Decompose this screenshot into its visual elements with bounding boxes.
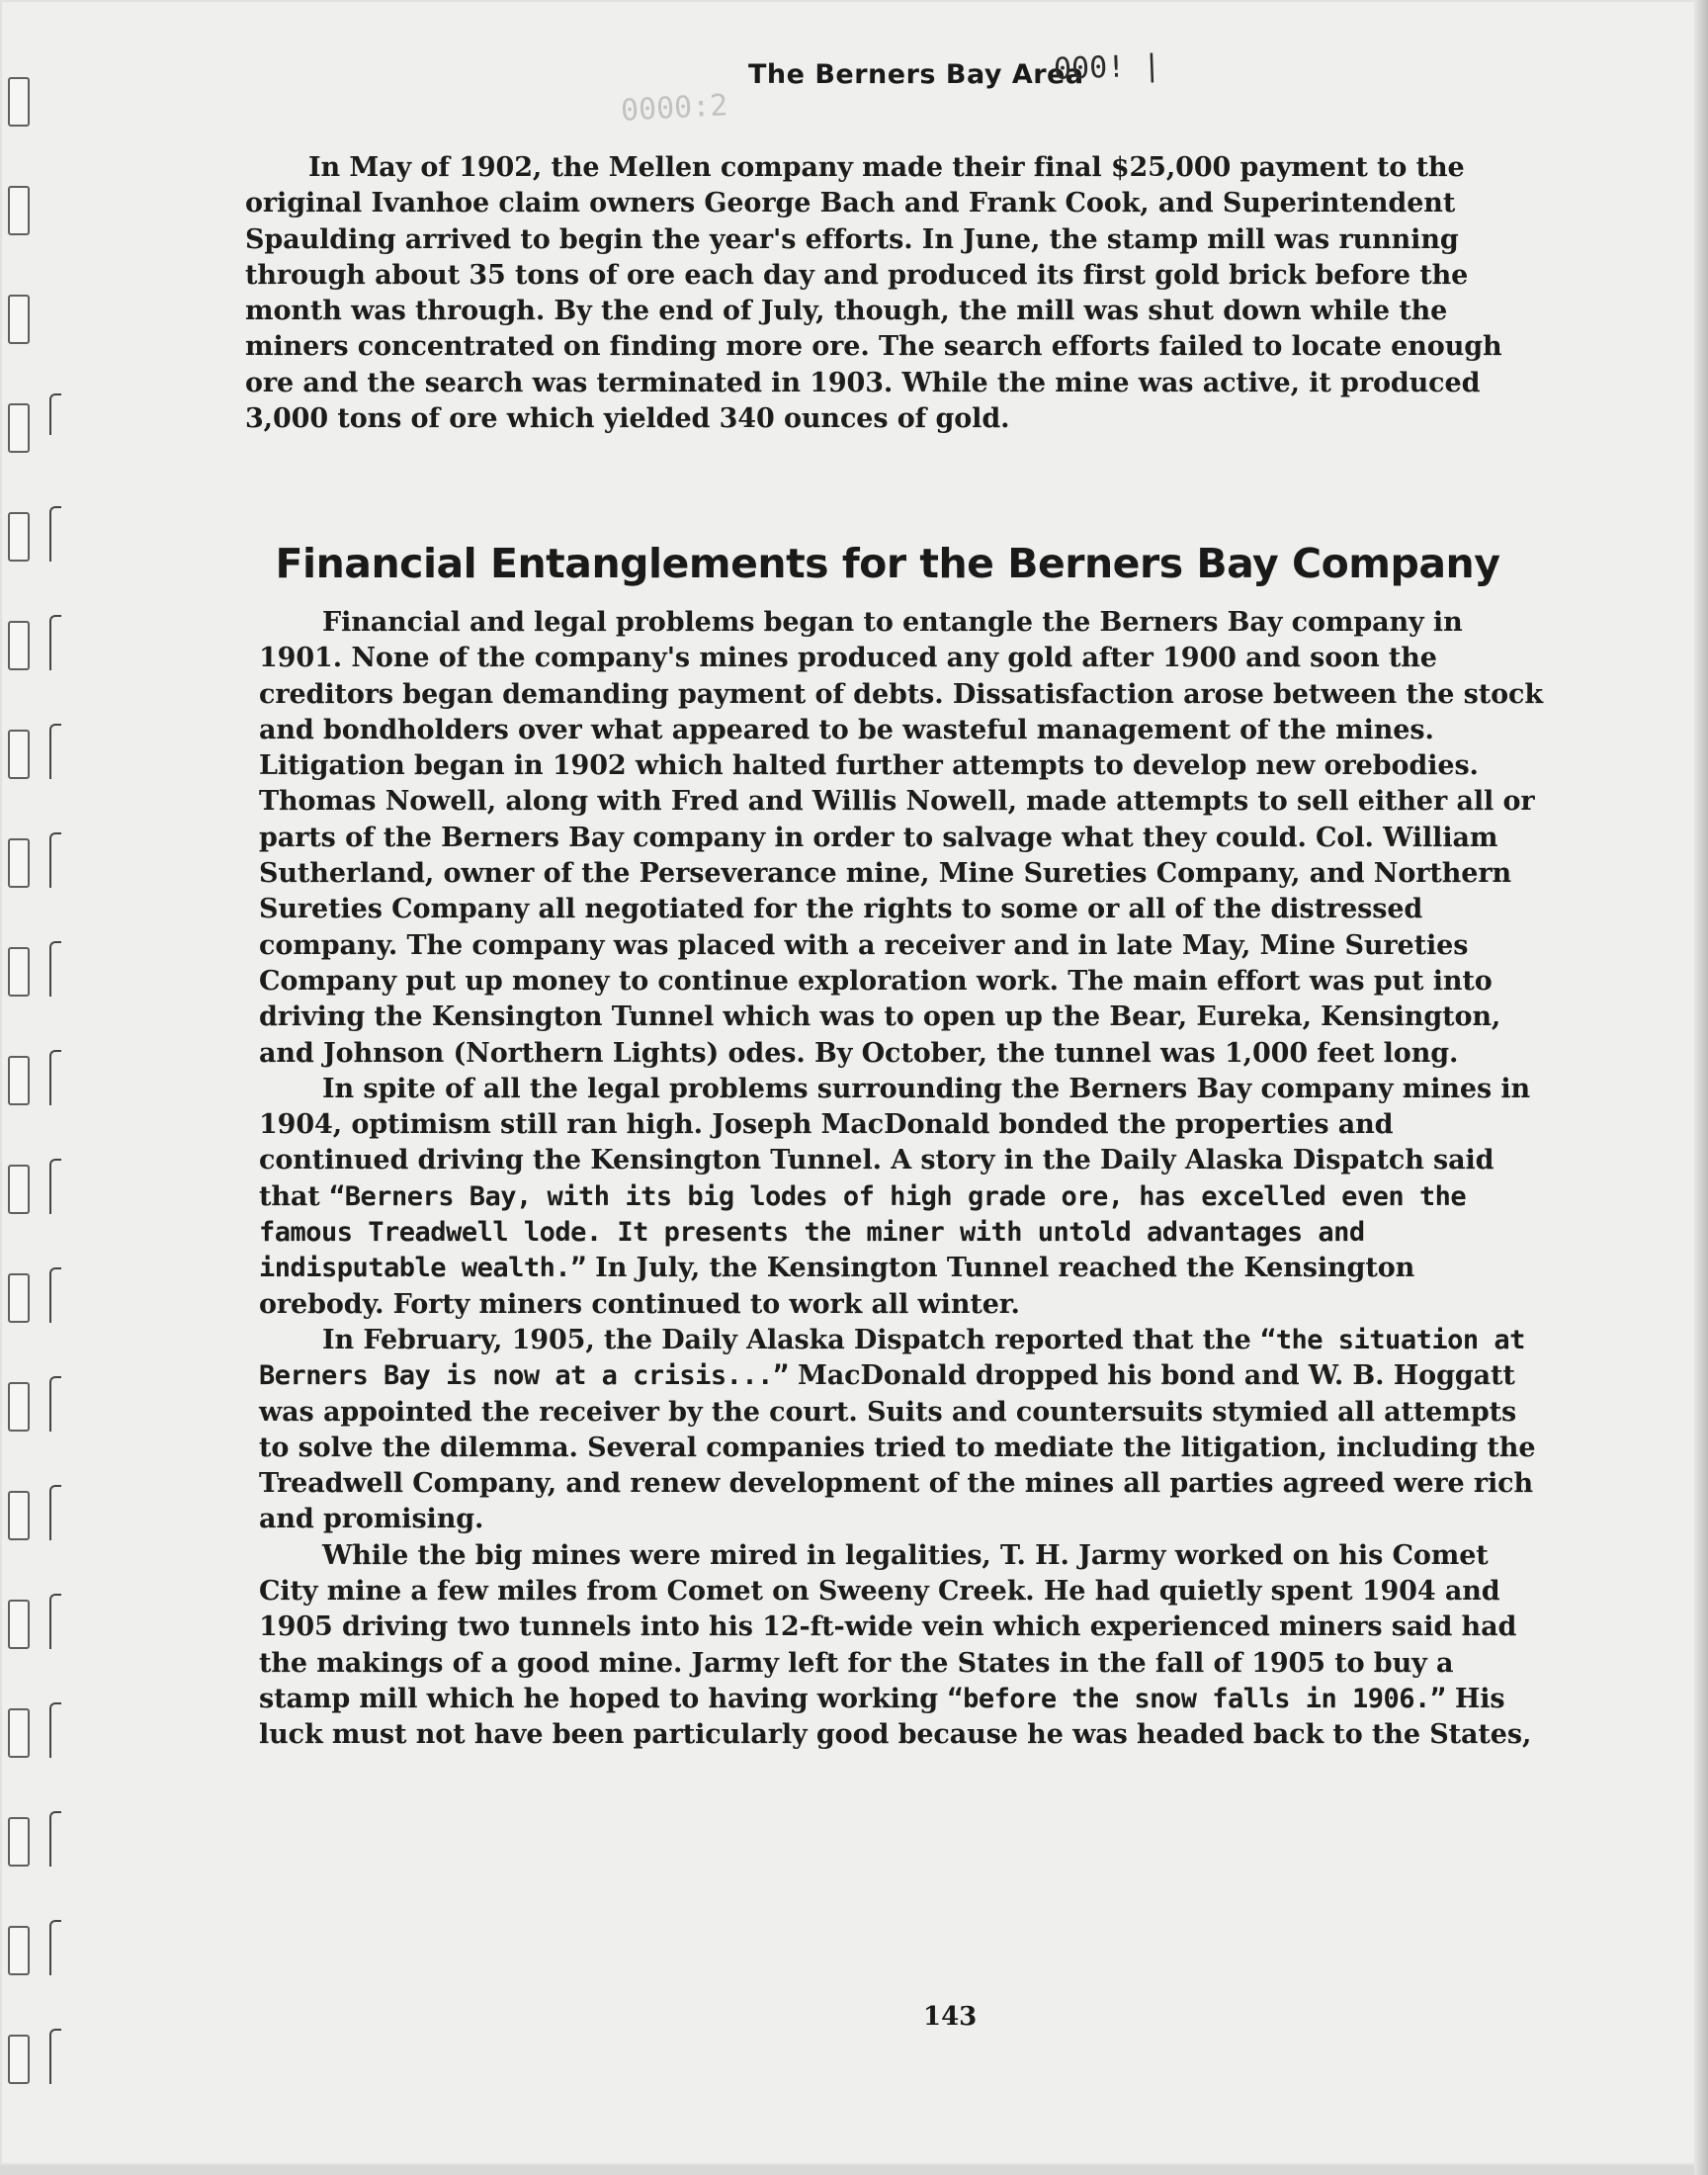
paragraph-3-continuation: MacDonald dropped his bond and W. B. Hoggatt was appointed the receiver by the court. Suits and countersuits stymied all attempts to solve the dilemma. Several companies tried to mediate the litigation, including the Treadwell Company, and renew development of the mines all parties agreed were rich and promising. [259,1360,1536,1535]
binding-hole [8,1056,30,1105]
ring-mark [49,1050,61,1105]
binding-hole [8,2035,30,2084]
ring-mark [49,1702,61,1758]
binding-hole [8,730,30,779]
paragraph-4 [259,1538,1544,1754]
ring-mark [49,393,61,435]
paragraph-3-text: In February, 1905, the Daily Alaska Dispatch reported that the [322,1324,1261,1355]
ring-mark [49,724,61,779]
ring-mark [49,1159,61,1214]
binding-hole [8,1600,30,1649]
binding-hole [8,947,30,997]
binding-hole [8,838,30,888]
snow-quote: “before the snow falls in 1906.” [947,1683,1446,1714]
ring-mark [49,1920,61,1975]
ring-mark [49,1376,61,1432]
intro-paragraph: In May of 1902, the Mellen company made their final $25,000 payment to the original Ivanhoe claim owners George Bach and Frank Cook, and Superintendent Spaulding arrived to begin the year's efforts. In June, the stamp mill was running through about 35 tons of ore each day and produced its first gold brick before the month was through. By the end of July, though, the mill was shut down while the miners concentrated on finding more ore. The search efforts failed to locate enough ore and the search was terminated in 1903. While the mine was active, it produced 3,000 tons of ore which yielded 340 ounces of gold. [245,152,1502,435]
crisis-quote: “the situation at Berners Bay is now at a crisis...” [259,1324,1525,1392]
ring-mark [49,506,61,562]
running-header: The Berners Bay Area [748,59,1084,90]
binding-hole [8,621,30,670]
ring-mark [49,832,61,888]
ring-mark [49,615,61,670]
ring-mark [49,941,61,997]
binding-hole [8,1926,30,1975]
ring-mark [49,2029,61,2084]
binding-hole [8,1817,30,1867]
intro-section [245,150,1530,437]
binding-hole [8,403,30,453]
paragraph-2 [259,1072,1544,1323]
section-heading: Financial Entanglements for the Berners Bay Company [275,540,1500,588]
paragraph-4-continuation: His luck must not have been particularly good because he was headed back to the States, [259,1683,1532,1751]
section-body [259,605,1544,1754]
binding-holes [8,69,97,2126]
binding-hole [8,512,30,562]
paragraph-2-text: In spite of all the legal problems surrounding the Berners Bay company mines in 1904, optimism still ran high. Joseph MacDonald bonded the properties and continued driving the Kensington Tunnel. A story in the Daily Alaska Dispatch said that [259,1073,1531,1212]
ring-mark [49,1267,61,1323]
binding-hole [8,1491,30,1540]
archive-stamp: 000! | [1053,48,1161,87]
page-number: 143 [923,2002,978,2032]
binding-hole [8,1708,30,1758]
ring-mark [49,1811,61,1867]
paragraph-3 [259,1323,1544,1538]
binding-hole [8,1273,30,1323]
dispatch-quote: “Berners Bay, with its big lodes of high grade ore, has excelled even the famous Treadwell lode. It presents the miner with untold advantages and indisputable wealth.” [259,1180,1467,1284]
binding-hole [8,186,30,235]
binding-hole [8,77,30,127]
ghost-stamp: 0000:2 [620,88,729,129]
ring-mark [49,1485,61,1540]
paragraph-1: Financial and legal problems began to entangle the Berners Bay company in 1901. None of the company's mines produced any gold after 1900 and soon the creditors began demanding payment of debts. Dissatisfaction arose between the stock and bondholders over what appeared to be wasteful management of the mines. Litigation began in 1902 which halted further attempts to develop new orebodies. Thomas Nowell, along with Fred and Willis Nowell, made attempts to sell either all or parts of the Berners Bay company in order to salvage what they could. Col. William Sutherland, owner of the Perseverance mine, Mine Sureties Company, and Northern Sureties Company all negotiated for the rights to some or all of the distressed company. The company was placed with a receiver and in late May, Mine Sureties Company put up money to continue exploration work. The main effort was put into driving the Kensington Tunnel which was to open up the Bear, Eureka, Kensington, and Johnson (Northern Lights) odes. By October, the tunnel was 1,000 feet long. [259,607,1543,1069]
paragraph-4-text: While the big mines were mired in legalities, T. H. Jarmy worked on his Comet City mine a few miles from Comet on Sweeny Creek. He had quietly spent 1904 and 1905 driving two tunnels into his 12-ft-wide vein which experienced miners said had the makings of a good mine. Jarmy left for the States in the fall of 1905 to buy a stamp mill which he hoped to having working [259,1539,1517,1714]
page-edge-shadow [1694,0,1708,2175]
binding-hole [8,1165,30,1214]
ring-mark [49,1594,61,1649]
paragraph-2-continuation: In July, the Kensington Tunnel reached the Kensington orebody. Forty miners continued to work all winter. [259,1253,1415,1320]
binding-hole [8,1382,30,1432]
binding-hole [8,295,30,344]
